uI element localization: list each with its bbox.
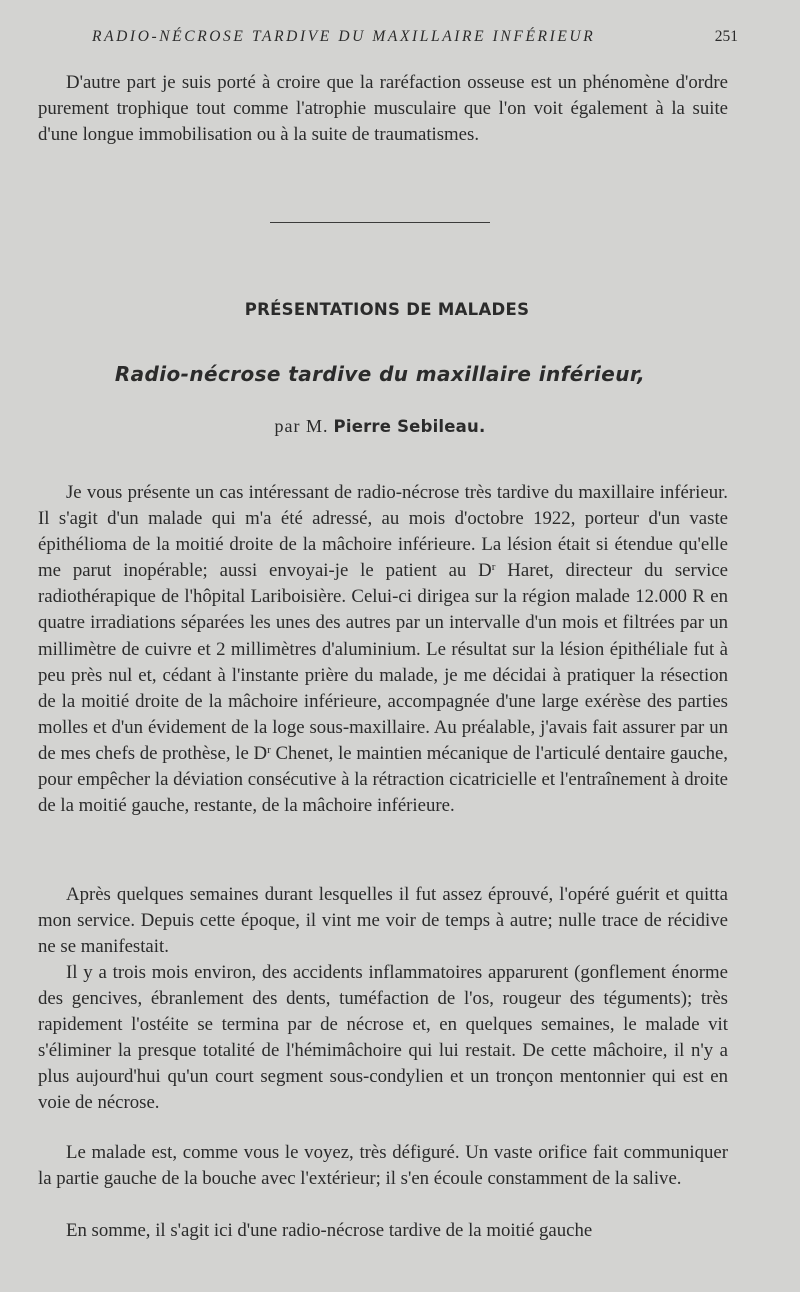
- intro-paragraph: D'autre part je suis porté à croire que la raréfaction osseuse est un phénomène d'ordre purement trophique tout comme l'atrophie musculaire que l'on voit également à la suite d'une longue immobilisation ou à la suite de traumatismes.: [38, 72, 728, 146]
- running-head: [60, 28, 738, 52]
- superscript: r: [491, 561, 496, 574]
- section-title: PRÉSENTATIONS DE MALADES: [244, 300, 530, 319]
- running-title: RADIO-NÉCROSE TARDIVE DU MAXILLAIRE INFÉRIEUR: [92, 28, 596, 45]
- paragraph-disfigurement: Le malade est, comme vous le voyez, très défiguré. Un vaste orifice fait communiquer la partie gauche de la bouche avec l'extérieur; il s'en écoule constamment de la salive.: [38, 1142, 728, 1190]
- paragraph-text: Haret, directeur du service radiothérapique de l'hôpital Lariboisière. Celui-ci dirigea sur la région malade 12.000 R en quatre irradiations séparées les unes des autres par un intervalle d'un mois et filtrées par un millimètre de cuivre et 2 millimètres d'aluminium. Le résultat sur la lésion épithéliale fut à peu près nul et, cédant à l'instante prière du malade, je me décidai à pratiquer la résection de la moitié droite de la mâchoire inférieure, accompagnée d'une large exérèse des parties molles et d'un évidement de la loge sous-maxillaire. Au préalable, j'avais fait assurer par un de mes chefs de prothèse, le D: [38, 560, 728, 764]
- paragraph-necrosis: Il y a trois mois environ, des accidents inflammatoires apparurent (gonflement énorme des gencives, ébranlement des dents, tuméfaction de l'os, rougeur des téguments); très rapidement l'ostéite se termina par de nécrose et, en quelques semaines, le malade vit s'éliminer la presque totalité de l'hémimâchoire qui lui restait. De cette mâchoire, il n'y a plus aujourd'hui qu'un court segment sous-condylien et un tronçon mentonnier qui est en voie de nécrose.: [38, 962, 728, 1114]
- paragraph-text: Je vous présente un cas intéressant de radio-nécrose très tardive du maxillaire inférieur. Il s'agit d'un malade qui m'a été adressé, au mois d'octobre 1922, porteur d'un vaste épithélioma de la moitié droite de la mâchoire inférieure. La lésion était si étendue qu'elle me parut inopérable; aussi envoyai-je le patient au D: [38, 482, 728, 582]
- byline: [0, 416, 760, 437]
- superscript: r: [267, 743, 271, 756]
- paragraph-recovery: Après quelques semaines durant lesquelles il fut assez éprouvé, l'opéré guérit et quitta mon service. Depuis cette époque, il vint me voir de temps à autre; nulle trace de récidive ne se manifestait.: [38, 884, 728, 958]
- section-divider: [270, 222, 490, 223]
- paragraph-case-presentation: [38, 480, 728, 819]
- paragraph-summary: En somme, il s'agit ici d'une radio-nécrose tardive de la moitié gauche: [66, 1220, 593, 1241]
- page-number: 251: [714, 28, 738, 45]
- byline-prefix: par M.: [274, 416, 329, 436]
- paragraph-text: Chenet, le maintien mécanique de l'articulé dentaire gauche, pour empêcher la déviation consécutive à la rétraction cicatricielle et l'entraînement à droite de la moitié gauche, restante, de la mâchoire inférieure.: [38, 742, 728, 817]
- author-name: Pierre Sebileau.: [333, 417, 486, 436]
- article-title: Radio-nécrose tardive du maxillaire inférieur,: [114, 362, 646, 386]
